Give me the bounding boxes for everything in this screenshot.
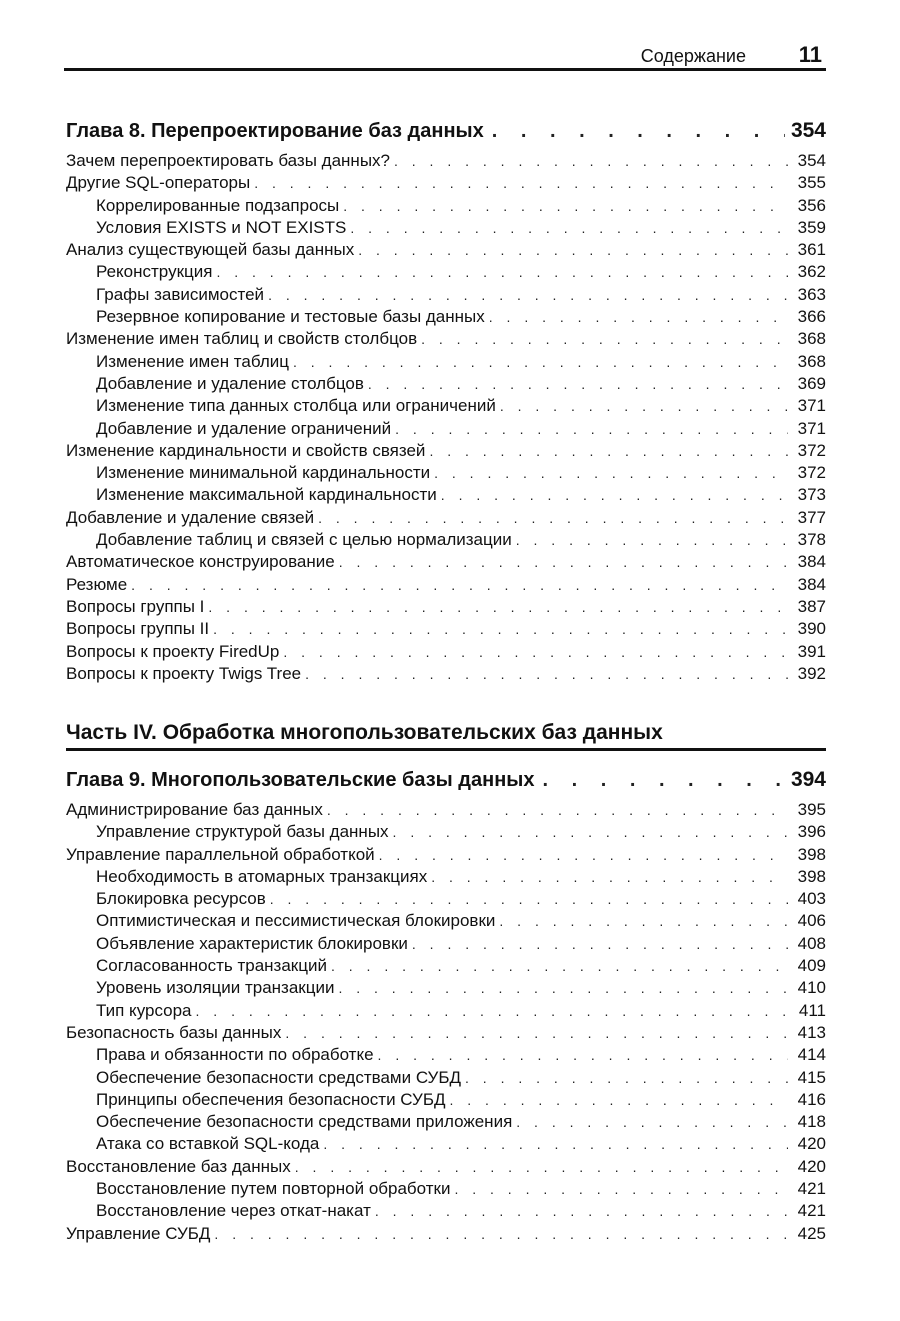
dot-leader — [268, 284, 788, 306]
dot-leader — [368, 373, 788, 395]
toc-entry-title: Изменение имен таблиц и свойств столбцов — [66, 329, 418, 349]
toc-entry-page: 410 — [797, 978, 826, 998]
toc-entry-page: 420 — [797, 1156, 826, 1176]
dot-leader — [434, 462, 788, 484]
dot-leader — [327, 799, 788, 821]
toc-entry[interactable] — [66, 955, 826, 977]
toc-entry-page: 371 — [797, 418, 826, 438]
toc-entry-title: Анализ существующей базы данных — [66, 240, 355, 260]
toc-entry-title: Восстановление путем повторной обработки — [96, 1179, 451, 1199]
dot-leader — [339, 551, 788, 573]
toc-entry-page: 391 — [797, 641, 826, 661]
toc-entry[interactable] — [66, 1067, 826, 1089]
toc-entry-page: 356 — [797, 195, 826, 215]
chapter-title: Глава 9. Многопользовательские базы данных — [66, 769, 535, 791]
dot-leader — [358, 239, 788, 261]
dot-leader — [499, 910, 788, 932]
toc-entry[interactable] — [66, 261, 826, 283]
toc-entry-title: Уровень изоляции транзакции — [96, 978, 335, 998]
toc-entry-title: Управление структурой базы данных — [96, 822, 389, 842]
page-header — [64, 40, 826, 71]
toc-entry-title: Обеспечение безопасности средствами СУБД — [96, 1067, 462, 1087]
toc-entry-title: Добавление таблиц и связей с целью нормализации — [96, 530, 512, 550]
toc-entry-title: Тип курсора — [96, 1000, 192, 1020]
toc-entry-title: Автоматическое конструирование — [66, 552, 335, 572]
chapter-8-section — [66, 116, 826, 685]
dot-leader — [489, 306, 788, 328]
dot-leader — [293, 351, 788, 373]
dot-leader — [516, 1111, 788, 1133]
toc-entry-title: Управление СУБД — [66, 1223, 211, 1243]
chapter-page: 354 — [790, 119, 826, 142]
toc-entry-page: 378 — [797, 530, 826, 550]
dot-leader — [208, 596, 788, 618]
toc-entry-page: 415 — [797, 1067, 826, 1087]
dot-leader — [305, 663, 788, 685]
dot-leader — [492, 116, 785, 146]
toc-entry-page: 406 — [797, 911, 826, 931]
dot-leader — [395, 418, 788, 440]
dot-leader — [500, 395, 788, 417]
toc-entry-page: 390 — [797, 619, 826, 639]
toc-entry-title: Реконструкция — [96, 262, 213, 282]
toc-entry[interactable] — [66, 418, 826, 440]
toc-entry[interactable] — [66, 1178, 826, 1200]
chapter-heading[interactable] — [66, 765, 826, 795]
dot-leader — [285, 1022, 788, 1044]
dot-leader — [375, 1200, 788, 1222]
dot-leader — [213, 618, 788, 640]
toc-entry-title: Вопросы группы I — [66, 596, 205, 616]
toc-entry-page: 371 — [797, 396, 826, 416]
toc-entry[interactable] — [66, 1200, 826, 1222]
toc-entry-page: 354 — [797, 151, 826, 170]
toc-entry[interactable] — [66, 551, 826, 573]
dot-leader — [254, 172, 788, 194]
dot-leader — [131, 574, 788, 596]
toc-entry-title: Другие SQL-операторы — [66, 173, 251, 193]
toc-entry[interactable] — [66, 1022, 826, 1044]
toc-entry-title: Коррелированные подзапросы — [96, 195, 340, 215]
toc-entry-page: 377 — [797, 507, 826, 527]
toc-entry-title: Безопасность базы данных — [66, 1022, 282, 1042]
toc-entry-page: 366 — [797, 307, 826, 327]
toc-entry[interactable] — [66, 150, 826, 172]
toc-entry-page: 396 — [797, 822, 826, 842]
toc-entry-page: 373 — [797, 485, 826, 505]
toc-entry-page: 384 — [797, 574, 826, 594]
toc-entry-title: Добавление и удаление связей — [66, 507, 315, 527]
toc-entry-page: 384 — [797, 552, 826, 572]
toc-entry[interactable] — [66, 284, 826, 306]
toc-entry[interactable] — [66, 239, 826, 261]
toc-entry-title: Изменение минимальной кардинальности — [96, 463, 431, 483]
toc-entry-title: Изменение кардинальности и свойств связей — [66, 440, 426, 460]
toc-entry[interactable] — [66, 821, 826, 843]
dot-leader — [214, 1223, 788, 1245]
toc-entry-page: 403 — [797, 889, 826, 909]
toc-entry-title: Добавление и удаление столбцов — [96, 373, 364, 393]
toc-entry[interactable] — [66, 596, 826, 618]
toc-entry[interactable] — [66, 910, 826, 932]
toc-entry-title: Необходимость в атомарных транзакциях — [96, 866, 428, 886]
dot-leader — [331, 955, 788, 977]
toc-entry[interactable] — [66, 866, 826, 888]
toc-entry[interactable] — [66, 1044, 826, 1066]
toc-entry-title: Вопросы группы II — [66, 619, 210, 639]
dot-leader — [216, 261, 788, 283]
toc-entry-page: 421 — [797, 1201, 826, 1221]
toc-entry-title: Вопросы к проекту FiredUp — [66, 641, 280, 661]
toc-entry-title: Согласованность транзакций — [96, 956, 327, 976]
toc-entry-title: Оптимистическая и пессимистическая блокировки — [96, 911, 496, 931]
toc-entry-title: Обеспечение безопасности средствами приложения — [96, 1112, 513, 1132]
toc-entry[interactable] — [66, 663, 826, 685]
dot-leader — [421, 328, 788, 350]
dot-leader — [454, 1178, 788, 1200]
toc-entry-page: 408 — [797, 933, 826, 953]
toc-entry-page: 355 — [797, 173, 826, 193]
toc-entry[interactable] — [66, 507, 826, 529]
toc-entry[interactable] — [66, 328, 826, 350]
dot-leader — [465, 1067, 788, 1089]
dot-leader — [394, 150, 788, 172]
toc-entry-title: Восстановление баз данных — [66, 1156, 291, 1176]
toc-entry[interactable] — [66, 373, 826, 395]
toc-entry[interactable] — [66, 799, 826, 821]
dot-leader — [295, 1156, 788, 1178]
toc-entry-page: 361 — [797, 240, 826, 260]
toc-entry-page: 420 — [797, 1134, 826, 1154]
toc-entry-page: 387 — [797, 596, 826, 616]
toc-entry-title: Добавление и удаление ограничений — [96, 418, 392, 438]
toc-entry-title: Изменение максимальной кардинальности — [96, 485, 437, 505]
toc-list — [66, 799, 826, 1245]
toc-entry[interactable] — [66, 888, 826, 910]
dot-leader — [283, 641, 788, 663]
page-number: 11 — [798, 42, 822, 67]
toc-entry-title: Изменение типа данных столбца или ограничений — [96, 396, 496, 416]
toc-entry[interactable] — [66, 217, 826, 239]
dot-leader — [350, 217, 788, 239]
part-title: Часть IV. Обработка многопользовательских баз данных — [66, 718, 826, 751]
toc-entry[interactable] — [66, 1156, 826, 1178]
toc-entry-page: 359 — [797, 217, 826, 237]
toc-entry-page: 413 — [797, 1022, 826, 1042]
dot-leader — [431, 866, 788, 888]
chapter-title: Глава 8. Перепроектирование баз данных — [66, 120, 484, 142]
toc-entry-page: 362 — [797, 262, 826, 282]
part-4-section — [66, 718, 826, 1245]
toc-entry[interactable] — [66, 1223, 826, 1245]
toc-entry[interactable] — [66, 933, 826, 955]
toc-entry-title: Принципы обеспечения безопасности СУБД — [96, 1089, 446, 1109]
toc-entry-title: Блокировка ресурсов — [96, 889, 266, 909]
toc-entry-title: Изменение имен таблиц — [96, 351, 289, 371]
chapter-heading[interactable] — [66, 116, 826, 146]
toc-entry[interactable] — [66, 618, 826, 640]
toc-entry-title: Графы зависимостей — [96, 284, 265, 304]
toc-entry-page: 398 — [797, 866, 826, 886]
toc-list — [66, 150, 826, 685]
toc-entry-title: Администрирование баз данных — [66, 800, 323, 819]
toc-entry[interactable] — [66, 641, 826, 663]
dot-leader — [270, 888, 788, 910]
dot-leader — [393, 821, 788, 843]
dot-leader — [441, 484, 788, 506]
toc-entry-page: 409 — [797, 956, 826, 976]
toc-entry-page: 392 — [797, 663, 826, 683]
toc-entry-title: Резюме — [66, 574, 128, 594]
dot-leader — [429, 440, 788, 462]
toc-entry[interactable] — [66, 1089, 826, 1111]
toc-entry[interactable] — [66, 395, 826, 417]
toc-entry[interactable] — [66, 440, 826, 462]
toc-entry-title: Восстановление через откат-накат — [96, 1201, 371, 1221]
dot-leader — [343, 195, 788, 217]
dot-leader — [516, 529, 788, 551]
dot-leader — [196, 1000, 788, 1022]
toc-entry[interactable] — [66, 574, 826, 596]
toc-entry[interactable] — [66, 1133, 826, 1155]
toc-entry-page: 368 — [797, 329, 826, 349]
dot-leader — [379, 844, 788, 866]
dot-leader — [378, 1044, 788, 1066]
toc-entry[interactable] — [66, 484, 826, 506]
toc-entry-page: 372 — [797, 463, 826, 483]
toc-entry-page: 368 — [797, 351, 826, 371]
toc-entry-title: Атака со вставкой SQL-кода — [96, 1134, 320, 1154]
dot-leader — [542, 765, 784, 795]
toc-entry-page: 372 — [797, 440, 826, 460]
toc-entry[interactable] — [66, 977, 826, 999]
dot-leader — [412, 933, 788, 955]
toc-entry-page: 363 — [797, 284, 826, 304]
toc-entry-page: 369 — [797, 373, 826, 393]
toc-entry-page: 414 — [797, 1045, 826, 1065]
dot-leader — [450, 1089, 789, 1111]
toc-entry-page: 411 — [798, 1000, 826, 1020]
toc-entry-title: Права и обязанности по обработке — [96, 1045, 374, 1065]
toc-entry-title: Условия EXISTS и NOT EXISTS — [96, 217, 347, 237]
toc-entry[interactable] — [66, 1000, 826, 1022]
toc-entry-page: 416 — [797, 1089, 826, 1109]
toc-entry[interactable] — [66, 462, 826, 484]
toc-entry-title: Вопросы к проекту Twigs Tree — [66, 663, 302, 683]
toc-entry-page: 398 — [797, 844, 826, 864]
running-title: Содержание — [640, 46, 746, 66]
dot-leader — [318, 507, 788, 529]
toc-entry[interactable] — [66, 195, 826, 217]
toc-entry[interactable] — [66, 529, 826, 551]
dot-leader — [323, 1133, 788, 1155]
toc-entry-page: 425 — [797, 1223, 826, 1243]
dot-leader — [338, 977, 788, 999]
toc-entry-title: Резервное копирование и тестовые базы данных — [96, 307, 485, 327]
toc-entry[interactable] — [66, 351, 826, 373]
toc-entry-title: Зачем перепроектировать базы данных? — [66, 151, 390, 170]
toc-entry-page: 395 — [797, 800, 826, 819]
toc-entry[interactable] — [66, 1111, 826, 1133]
toc-entry-title: Объявление характеристик блокировки — [96, 933, 408, 953]
toc-entry[interactable] — [66, 306, 826, 328]
toc-entry[interactable] — [66, 844, 826, 866]
toc-entry-page: 418 — [797, 1112, 826, 1132]
toc-entry-title: Управление параллельной обработкой — [66, 844, 375, 864]
toc-entry-page: 421 — [797, 1179, 826, 1199]
toc-entry[interactable] — [66, 172, 826, 194]
chapter-page: 394 — [790, 768, 826, 791]
